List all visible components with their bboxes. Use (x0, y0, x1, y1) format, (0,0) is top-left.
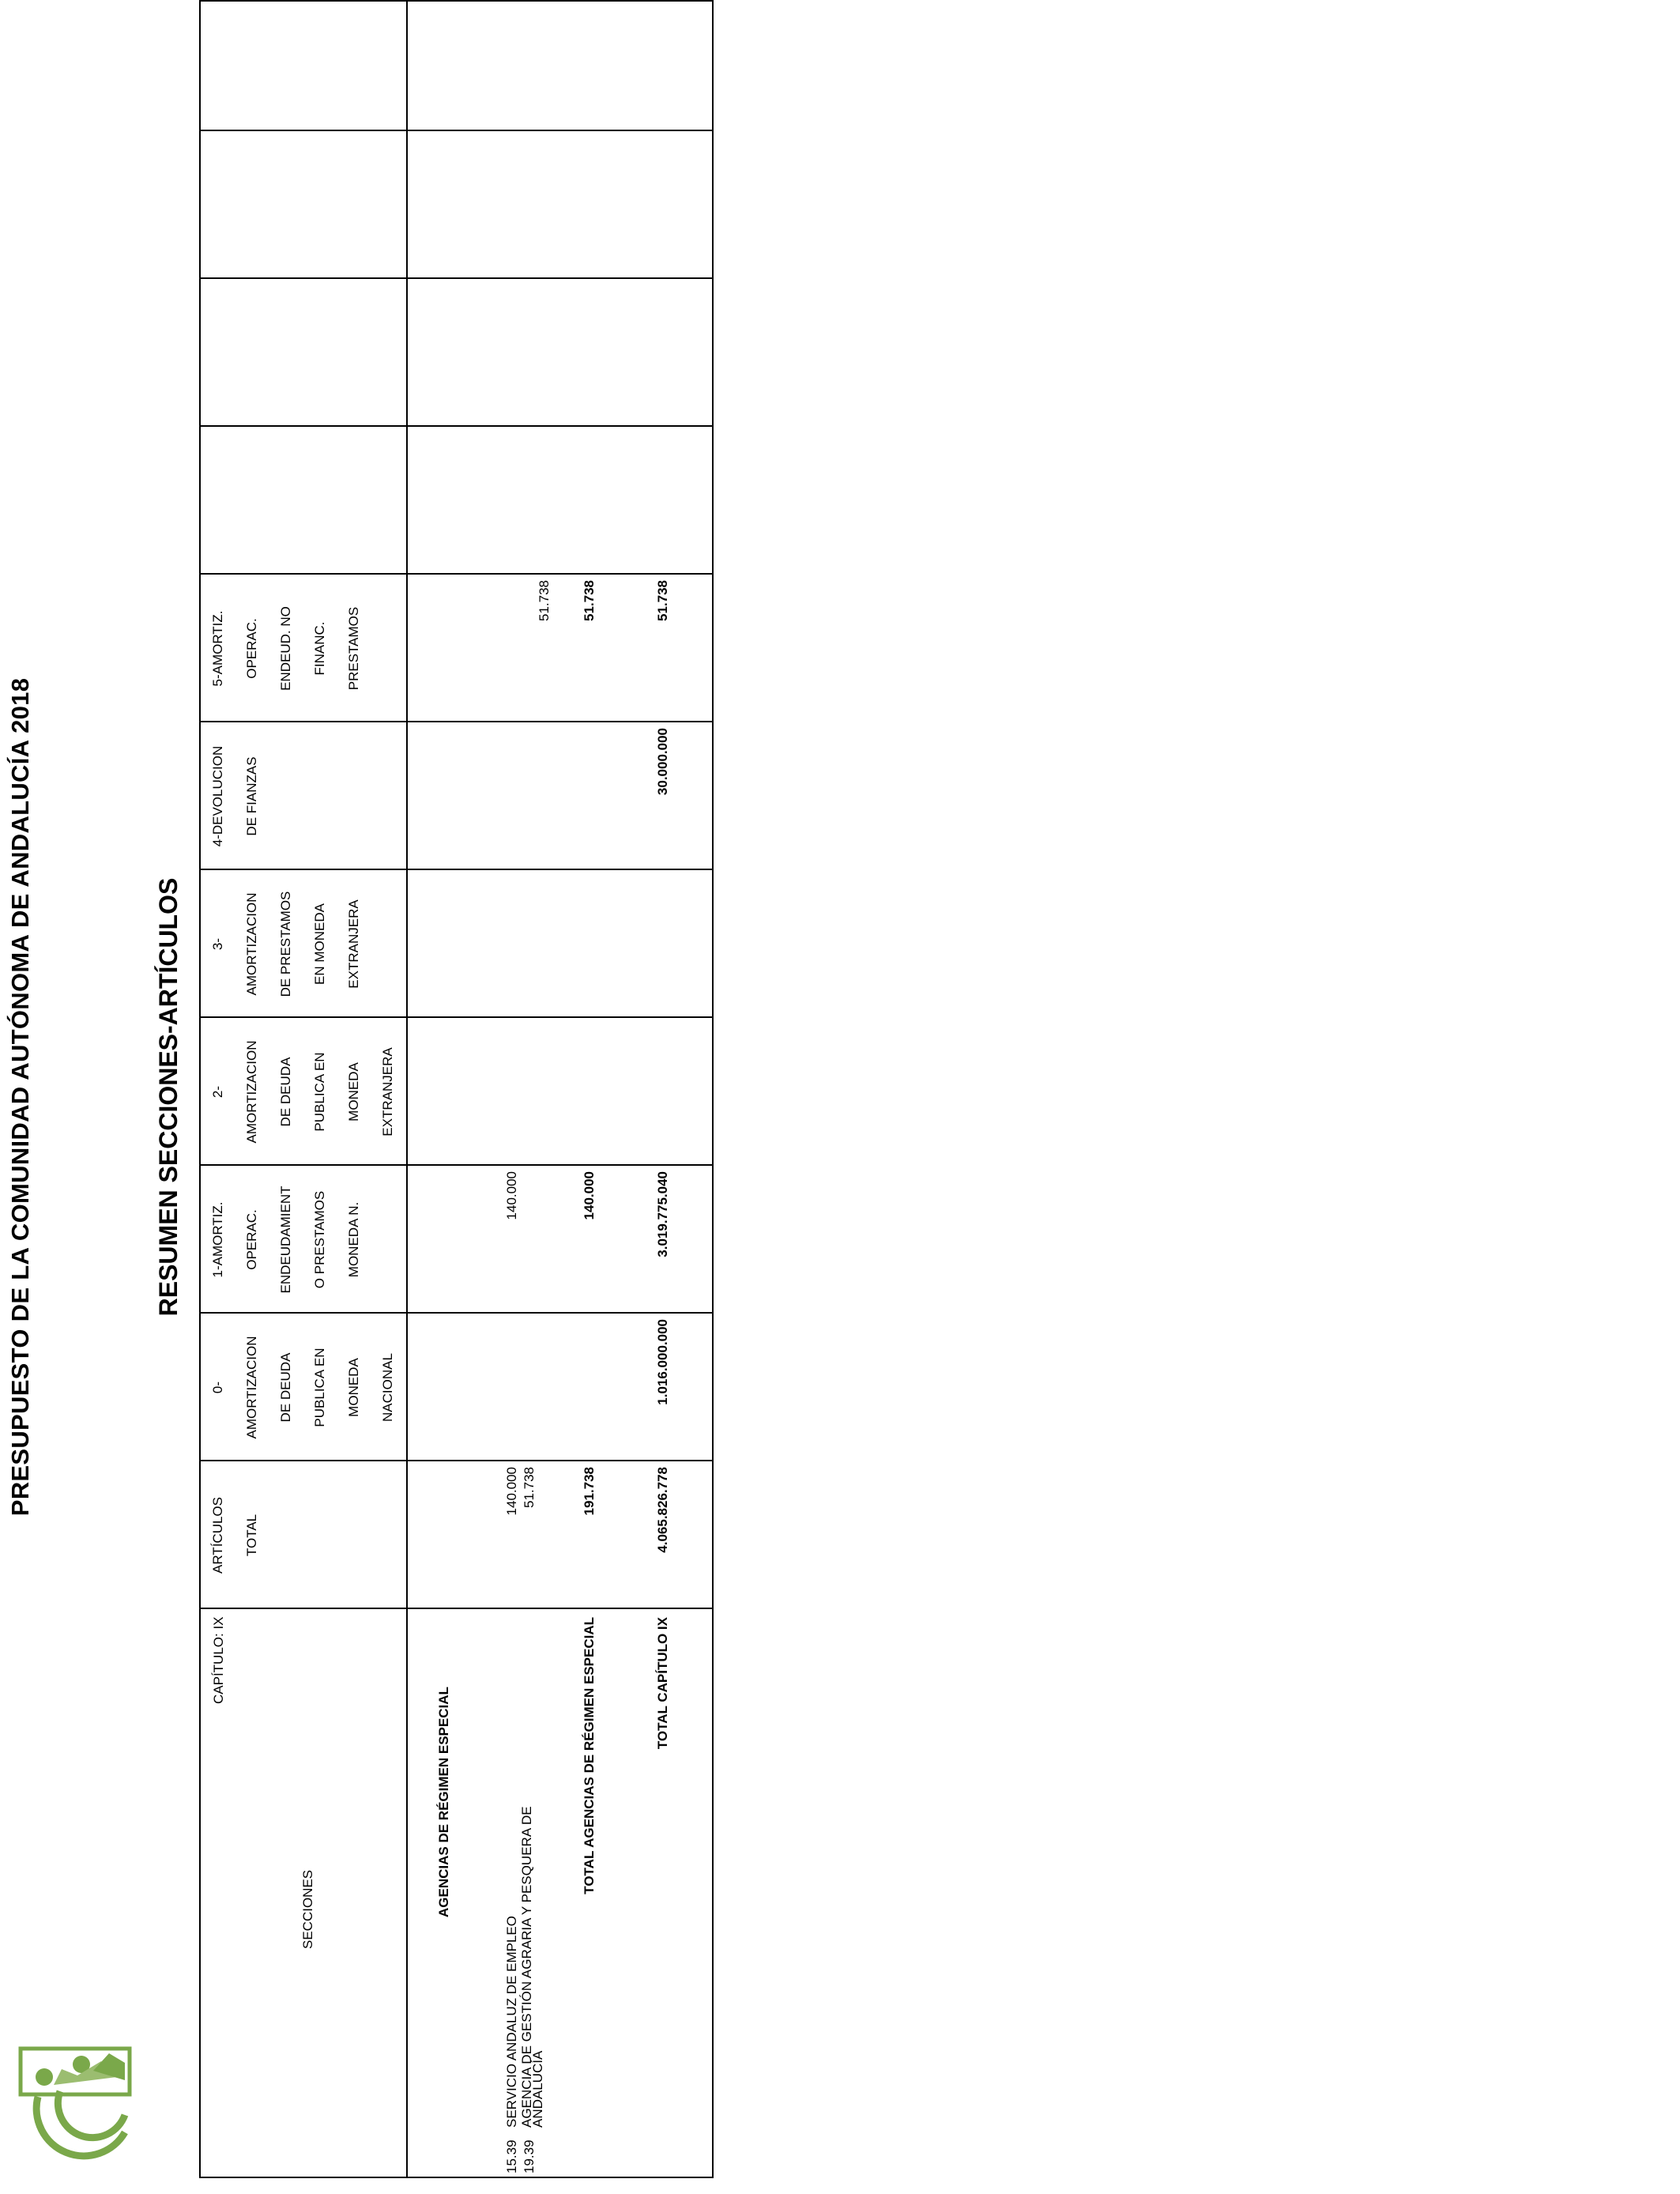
group-title: AGENCIAS DE RÉGIMEN ESPECIAL (436, 1687, 451, 1917)
header-sep (406, 0, 408, 2178)
chapter-label: CAPÍTULO: IX (211, 1616, 226, 1704)
grand-total-c5: 51.738 (655, 580, 670, 621)
row-c1: 140.000 (504, 1171, 519, 1220)
col-header-5: 5-AMORTIZ. OPERAC. ENDEUD. NO FINANC. PRESTAMOS (210, 606, 361, 691)
secciones-label: SECCIONES (300, 1869, 315, 1949)
col-header-2: 2- AMORTIZACION DE DEUDA PUBLICA EN MONEDA EXTRANJERA (210, 1040, 395, 1144)
report-subtitle: RESUMEN SECCIONES-ARTÍCULOS (154, 877, 183, 1317)
col-header-4: 4-DEVOLUCION DE FIANZAS (210, 745, 259, 847)
grand-total-total: 4.065.826.778 (655, 1467, 670, 1553)
grand-total-label: TOTAL CAPÍTULO IX (655, 1617, 670, 1750)
row-total: 51.738 (522, 1467, 537, 1508)
col-header-3: 3- AMORTIZACION DE PRESTAMOS EN MONEDA EXTRANJERA (210, 891, 361, 997)
row-name: AGENCIA DE GESTIÓN AGRARIA Y PESQUERA DE ANDALUCÍA (519, 1806, 545, 2128)
subtotal-total: 191.738 (582, 1467, 597, 1516)
row-total: 140.000 (504, 1467, 519, 1516)
subtotal-label: TOTAL AGENCIAS DE RÉGIMEN ESPECIAL (582, 1617, 597, 1894)
subtotal-c5: 51.738 (582, 580, 597, 621)
grand-total-c0: 1.016.000.000 (655, 1319, 670, 1405)
junta-andalucia-logo (6, 2030, 141, 2164)
subtotal-c1: 140.000 (582, 1171, 597, 1220)
page-title: PRESUPUESTO DE LA COMUNIDAD AUTÓNOMA DE ANDALUCÍA 2018 (6, 677, 34, 1517)
row-c5: 51.738 (537, 580, 552, 621)
grand-total-c1: 3.019.775.040 (655, 1171, 670, 1257)
col-header-total: ARTÍCULOS TOTAL (210, 1497, 259, 1574)
col-header-0: 0- AMORTIZACION DE DEUDA PUBLICA EN MONEDA NACIONAL (210, 1336, 395, 1439)
row-code: 19.39 (522, 2139, 537, 2173)
col-sep (199, 277, 714, 279)
summary-table (199, 0, 714, 2178)
col-sep (199, 425, 714, 427)
col-header-1: 1-AMORTIZ. OPERAC. ENDEUDAMIENT O PRESTAMOS MONEDA N. (210, 1186, 361, 1294)
col-sep (199, 130, 714, 131)
row-name: SERVICIO ANDALUZ DE EMPLEO (504, 1916, 519, 2128)
row-code: 15.39 (504, 2139, 519, 2173)
grand-total-c4: 30.000.000 (655, 728, 670, 796)
